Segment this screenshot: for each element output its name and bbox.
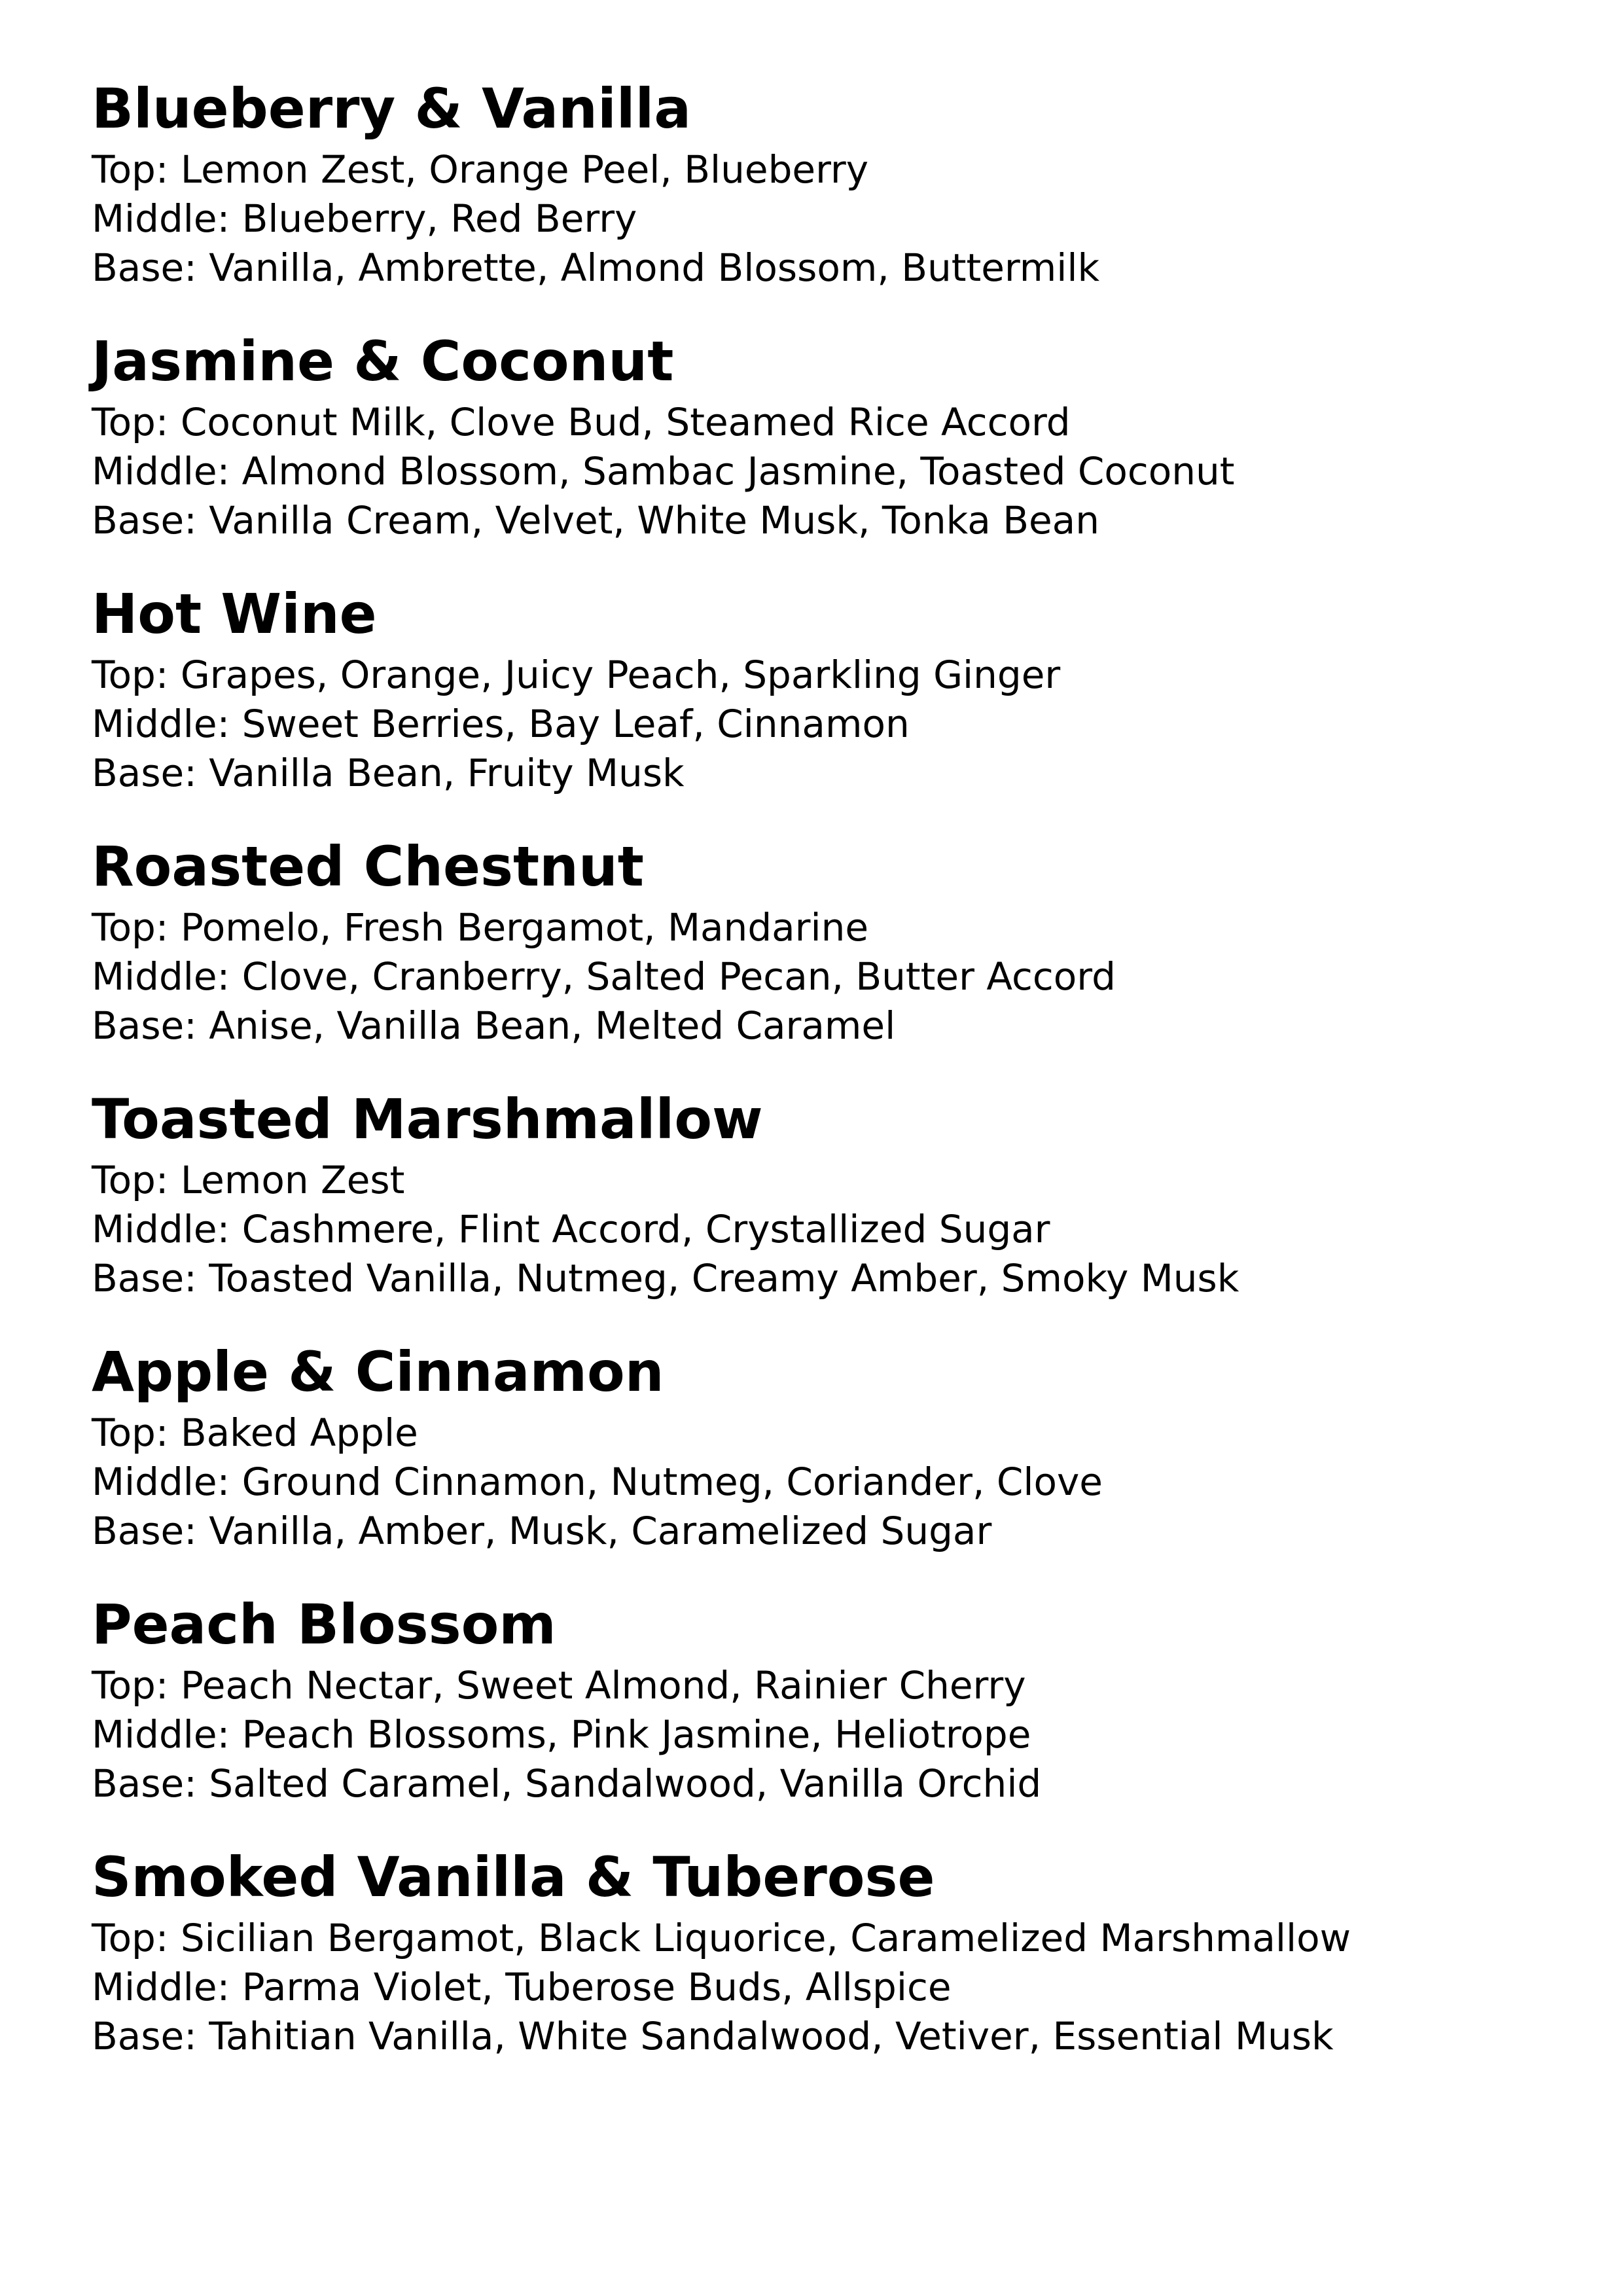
scent-entry-roasted-chestnut [92, 830, 1531, 1083]
scent-entry-smoked-vanilla-tuberose [92, 1840, 1531, 2093]
scent-notes-document [92, 72, 1531, 2093]
middle-notes: Middle: Peach Blossoms, Pink Jasmine, Heliotrope [92, 1712, 1031, 1757]
base-notes: Base: Toasted Vanilla, Nutmeg, Creamy Amber, Smoky Musk [92, 1256, 1240, 1300]
base-notes: Base: Salted Caramel, Sandalwood, Vanilla Orchid [92, 1761, 1042, 1806]
top-notes: Top: Sicilian Bergamot, Black Liquorice, Caramelized Marshmallow [92, 1916, 1351, 1960]
scent-name: Jasmine & Coconut [92, 329, 674, 393]
middle-notes: Middle: Sweet Berries, Bay Leaf, Cinnamon [92, 702, 910, 746]
scent-name: Apple & Cinnamon [92, 1340, 664, 1404]
scent-name: Toasted Marshmallow [92, 1087, 763, 1151]
scent-name: Smoked Vanilla & Tuberose [92, 1845, 935, 1909]
top-notes: Top: Pomelo, Fresh Bergamot, Mandarine [92, 905, 869, 950]
scent-entry-blueberry-vanilla [92, 72, 1531, 325]
base-notes: Base: Vanilla Bean, Fruity Musk [92, 751, 685, 795]
middle-notes: Middle: Almond Blossom, Sambac Jasmine, Toasted Coconut [92, 449, 1235, 493]
middle-notes: Middle: Clove, Cranberry, Salted Pecan, Butter Accord [92, 954, 1116, 999]
middle-notes: Middle: Parma Violet, Tuberose Buds, Allspice [92, 1965, 952, 2009]
base-notes: Base: Vanilla, Amber, Musk, Caramelized Sugar [92, 1509, 992, 1553]
top-notes: Top: Lemon Zest, Orange Peel, Blueberry [92, 147, 869, 192]
scent-entry-jasmine-coconut [92, 325, 1531, 577]
scent-name: Peach Blossom [92, 1592, 556, 1657]
top-notes: Top: Lemon Zest [92, 1158, 405, 1202]
scent-entry-peach-blossom [92, 1588, 1531, 1840]
scent-entry-apple-cinnamon [92, 1335, 1531, 1588]
scent-entry-hot-wine [92, 577, 1531, 830]
top-notes: Top: Grapes, Orange, Juicy Peach, Sparkling Ginger [92, 653, 1061, 697]
scent-name: Blueberry & Vanilla [92, 77, 692, 141]
base-notes: Base: Vanilla, Ambrette, Almond Blossom, Buttermilk [92, 245, 1100, 290]
scent-name: Hot Wine [92, 582, 377, 646]
scent-name: Roasted Chestnut [92, 834, 644, 899]
top-notes: Top: Peach Nectar, Sweet Almond, Rainier Cherry [92, 1663, 1026, 1708]
middle-notes: Middle: Cashmere, Flint Accord, Crystallized Sugar [92, 1207, 1050, 1251]
base-notes: Base: Anise, Vanilla Bean, Melted Caramel [92, 1003, 896, 1048]
base-notes: Base: Tahitian Vanilla, White Sandalwood, Vetiver, Essential Musk [92, 2014, 1334, 2058]
middle-notes: Middle: Blueberry, Red Berry [92, 196, 637, 241]
scent-entry-toasted-marshmallow [92, 1083, 1531, 1335]
top-notes: Top: Coconut Milk, Clove Bud, Steamed Rice Accord [92, 400, 1071, 444]
top-notes: Top: Baked Apple [92, 1410, 418, 1455]
middle-notes: Middle: Ground Cinnamon, Nutmeg, Coriander, Clove [92, 1460, 1103, 1504]
base-notes: Base: Vanilla Cream, Velvet, White Musk, Tonka Bean [92, 498, 1099, 543]
